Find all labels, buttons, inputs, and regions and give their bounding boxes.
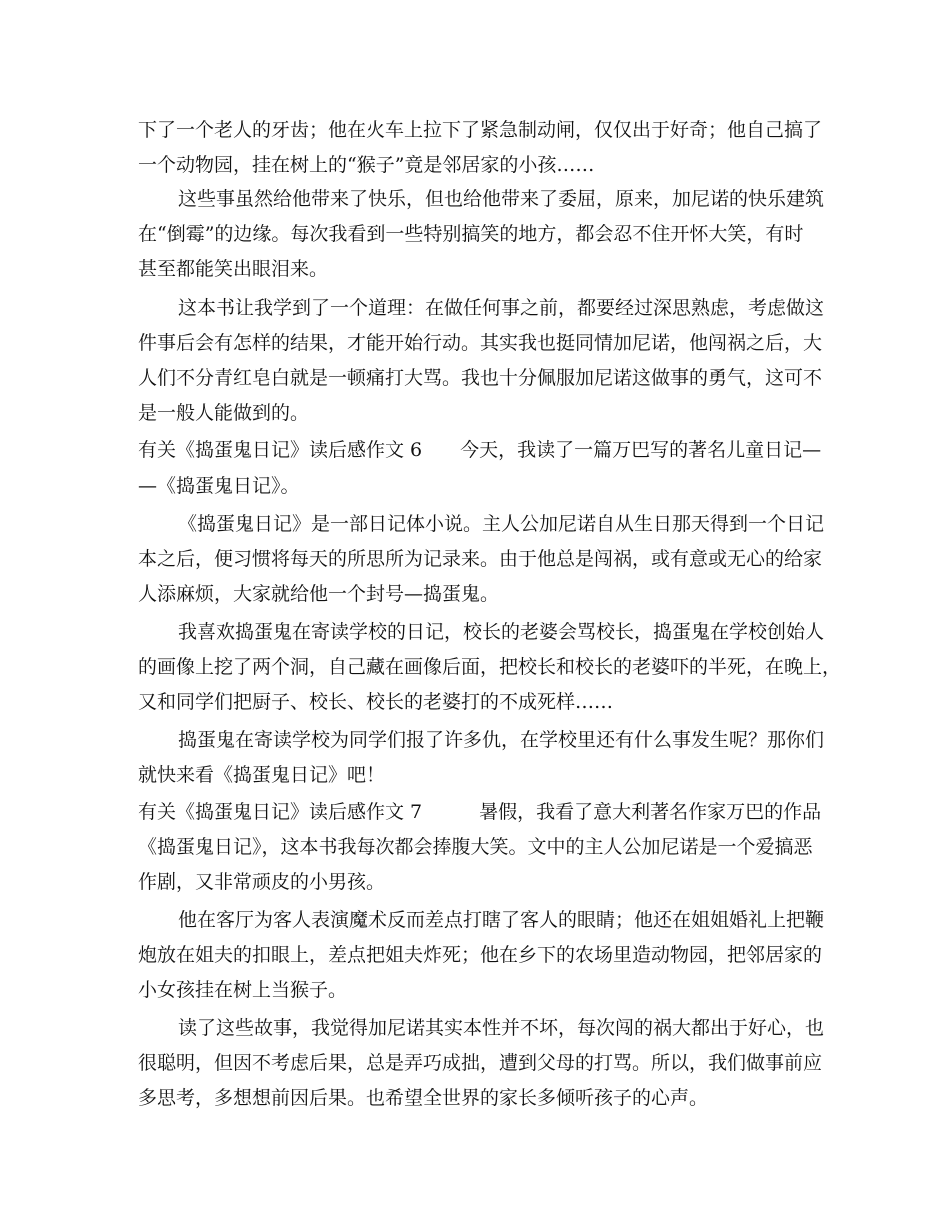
text-line: 的画像上挖了两个洞，自己藏在画像后面，把校长和校长的老婆吓的半死，在晚上，: [138, 656, 842, 678]
text-line: 很聪明，但因不考虑后果，总是弄巧成拙，遭到父母的打骂。所以，我们做事前应: [138, 1052, 823, 1074]
paragraph-start-line: 他在客厅为客人表演魔术反而差点打瞎了客人的眼睛；他还在姐姐婚礼上把鞭: [178, 909, 825, 931]
text-line: 下了一个老人的牙齿；他在火车上拉下了紧急制动闸，仅仅出于好奇；他自己搞了: [138, 119, 823, 141]
paragraph-start-line: 捣蛋鬼在寄读学校为同学们报了许多仇，在学校里还有什么事发生呢？那你们: [178, 729, 825, 751]
text-line: 甚至都能笑出眼泪来。: [138, 258, 329, 280]
text-line: 作剧，又非常顽皮的小男孩。: [138, 871, 386, 893]
text-line: 就快来看《捣蛋鬼日记》吧！: [138, 764, 386, 786]
text-line: 人们不分青红皂白就是一顿痛打大骂。我也十分佩服加尼诺这做事的勇气，这可不: [138, 367, 823, 389]
text-line: 一个动物园，挂在树上的“猴子”竟是邻居家的小孩……: [138, 154, 595, 176]
text-line: 《捣蛋鬼日记》，这本书我每次都会捧腹大笑。文中的主人公加尼诺是一个爱搞恶: [138, 836, 813, 858]
paragraph-start-line: 读了这些故事，我觉得加尼诺其实本性并不坏，每次闯的祸大都出于好心，也: [178, 1017, 825, 1039]
paragraph-start-line: 这些事虽然给他带来了快乐，但也给他带来了委屈，原来，加尼诺的快乐建筑: [178, 188, 825, 210]
paragraph-start-line: 这本书让我学到了一个道理：在做任何事之前，都要经过深思熟虑，考虑做这: [178, 297, 825, 319]
text-line: 在“倒霉”的边缘。每次我看到一些特别搞笑的地方，都会忍不住开怀大笑，有时: [138, 223, 804, 245]
text-line: 是一般人能做到的。: [138, 402, 310, 424]
text-line: 人添麻烦，大家就给他一个封号—捣蛋鬼。: [138, 583, 500, 605]
text-line: 本之后，便习惯将每天的所思所为记录来。由于他总是闯祸，或有意或无心的给家: [138, 548, 823, 570]
paragraph-start-line: 《捣蛋鬼日记》是一部日记体小说。主人公加尼诺自从生日那天得到一个日记: [178, 513, 825, 535]
text-line: 又和同学们把厨子、校长、校长的老婆打的不成死样……: [138, 691, 614, 713]
text-line: 件事后会有怎样的结果，才能开始行动。其实我也挺同情加尼诺，他闯祸之后，大: [138, 332, 823, 354]
section-heading-line: 有关《捣蛋鬼日记》读后感作文 7 暑假，我看了意大利著名作家万巴的作品: [138, 801, 822, 823]
text-line: 小女孩挂在树上当猴子。: [138, 979, 348, 1001]
section-heading-line: 有关《捣蛋鬼日记》读后感作文 6 今天，我读了一篇万巴写的著名儿童日记—: [138, 439, 822, 461]
paragraph-start-line: 我喜欢捣蛋鬼在寄读学校的日记，校长的老婆会骂校长，捣蛋鬼在学校创始人: [178, 621, 825, 643]
text-line: 多思考，多想想前因后果。也希望全世界的家长多倾听孩子的心声。: [138, 1087, 709, 1109]
text-line: 炮放在姐夫的扣眼上，差点把姐夫炸死；他在乡下的农场里造动物园，把邻居家的: [138, 944, 823, 966]
text-line: —《捣蛋鬼日记》。: [138, 475, 300, 497]
